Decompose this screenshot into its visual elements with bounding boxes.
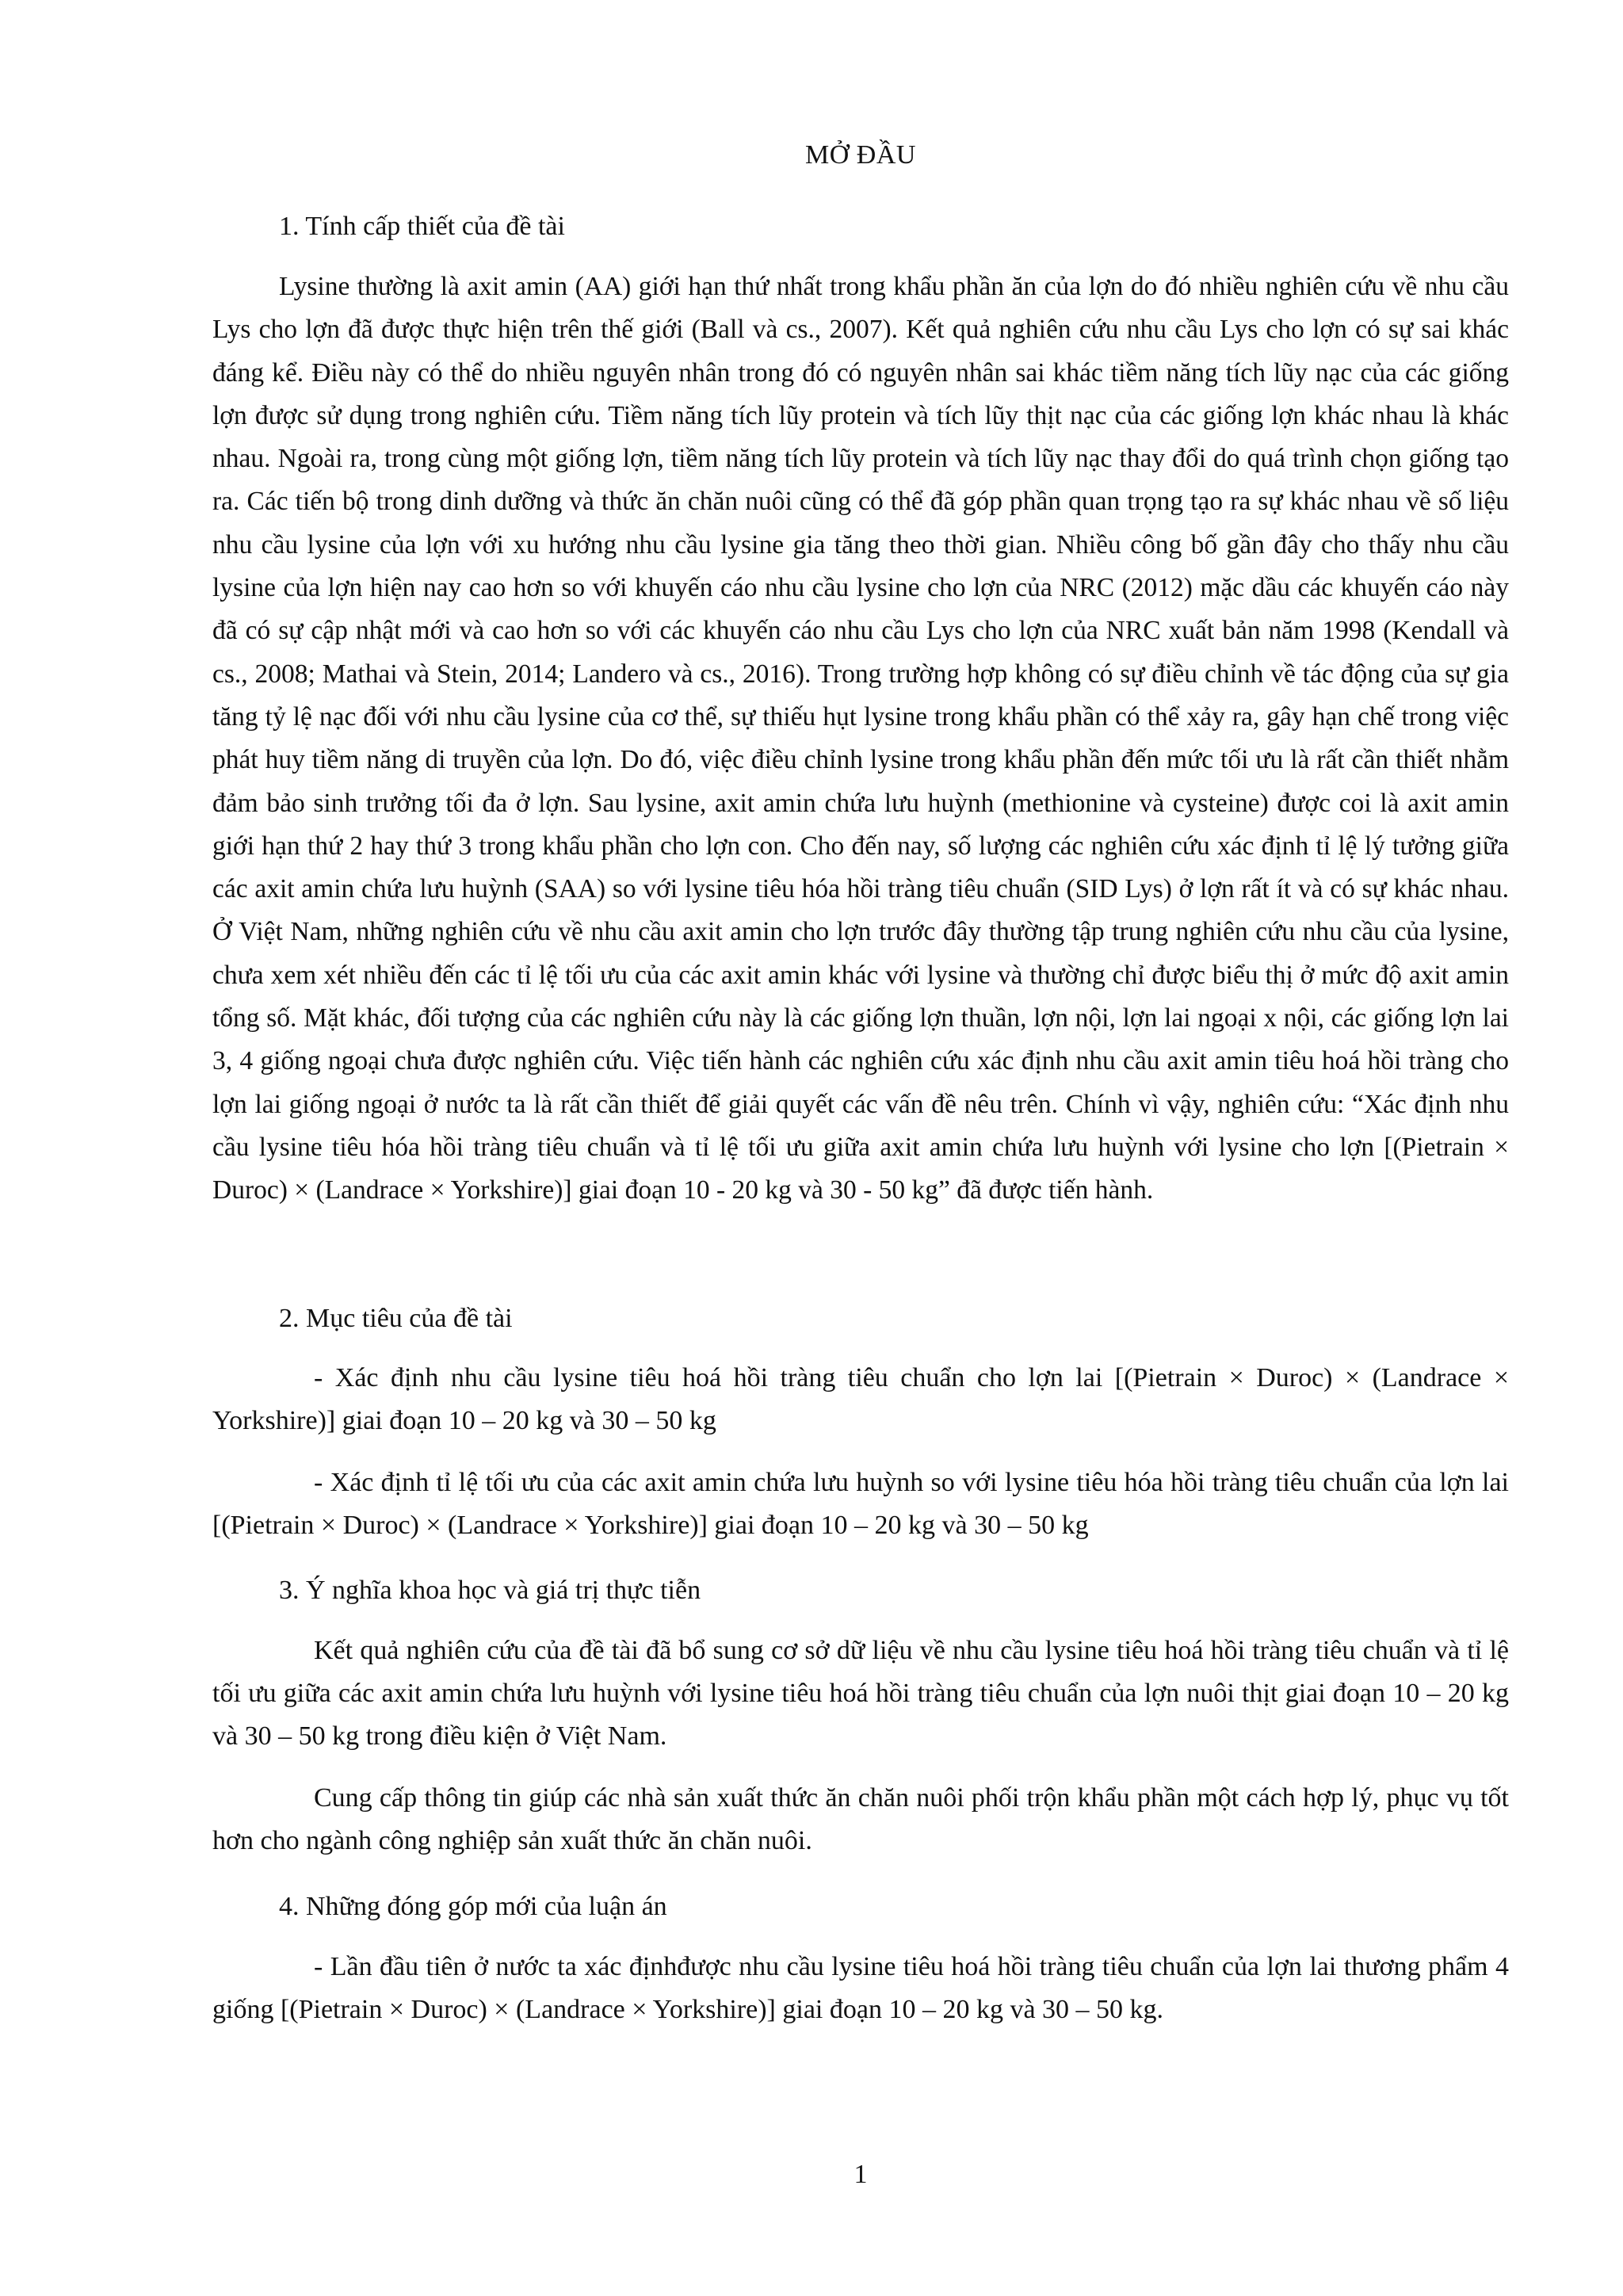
page-number: 1 xyxy=(854,2160,868,2189)
document-page xyxy=(212,0,1509,2296)
contribution-item-1: - Lần đầu tiên ở nước ta xác địnhđược nhu cầu lysine tiêu hoá hồi tràng tiêu chuẩn của lợn lai thương phẩm 4 giống [(Pietrain × Duroc) × (Landrace × Yorkshire)] giai đoạn 10 – 20 kg và 30 – 50 kg. xyxy=(212,1952,1509,2024)
page-title: MỞ ĐẦU xyxy=(805,140,916,170)
section-heading-1: 1. Tính cấp thiết của đề tài xyxy=(279,212,565,241)
section-heading-2: 2. Mục tiêu của đề tài xyxy=(279,1304,513,1333)
section-heading-4: 4. Những đóng góp mới của luận án xyxy=(279,1892,667,1921)
objective-item-1: - Xác định nhu cầu lysine tiêu hoá hồi tràng tiêu chuẩn cho lợn lai [(Pietrain × Duroc) × (Landrace × Yorkshire)] giai đoạn 10 – 20 kg và 30 – 50 kg xyxy=(212,1363,1509,1435)
objective-item-2: - Xác định tỉ lệ tối ưu của các axit amin chứa lưu huỳnh so với lysine tiêu hóa hồi tràng tiêu chuẩn của lợn lai [(Pietrain × Duroc) × (Landrace × Yorkshire)] giai đoạn 10 – 20 kg và 30 – 50 kg xyxy=(212,1468,1509,1540)
section-heading-3: 3. Ý nghĩa khoa học và giá trị thực tiễn xyxy=(279,1576,701,1605)
significance-paragraph-1: Kết quả nghiên cứu của đề tài đã bổ sung cơ sở dữ liệu về nhu cầu lysine tiêu hoá hồi tràng tiêu chuẩn và tỉ lệ tối ưu giữa các axit amin chứa lưu huỳnh với lysine tiêu hoá hồi tràng tiêu chuẩn của lợn nuôi thịt giai đoạn 10 – 20 kg và 30 – 50 kg trong điều kiện ở Việt Nam. xyxy=(212,1636,1509,1751)
section1-paragraph: Lysine thường là axit amin (AA) giới hạn thứ nhất trong khẩu phần ăn của lợn do đó nhiều nghiên cứu về nhu cầu Lys cho lợn đã được thực hiện trên thế giới (Ball và cs., 2007). Kết quả nghiên cứu nhu cầu Lys cho lợn có sự sai khác đáng kể. Điều này có thể do nhiều nguyên nhân trong đó có nguyên nhân sai khác tiềm năng tích lũy nạc của các giống lợn được sử dụng trong nghiên cứu. Tiềm năng tích lũy protein và tích lũy thịt nạc của các giống lợn khác nhau là khác nhau. Ngoài ra, trong cùng một giống lợn, tiềm năng tích lũy protein và tích lũy nạc thay đổi do quá trình chọn giống tạo ra. Các tiến bộ trong dinh dưỡng và thức ăn chăn nuôi cũng có thể đã góp phần quan trọng tạo ra sự khác nhau về số liệu nhu cầu lysine của lợn với xu hướng nhu cầu lysine gia tăng theo thời gian. Nhiều công bố gần đây cho thấy nhu cầu lysine của lợn hiện nay cao hơn so với khuyến cáo nhu cầu lysine cho lợn của NRC (2012) mặc dầu các khuyến cáo này đã có sự cập nhật mới và cao hơn so với các khuyến cáo nhu cầu Lys cho lợn của NRC xuất bản năm 1998 (Kendall và cs., 2008; Mathai và Stein, 2014; Landero và cs., 2016). Trong trường hợp không có sự điều chỉnh về tác động của sự gia tăng tỷ lệ nạc đối với nhu cầu lysine của cơ thể, sự thiếu hụt lysine trong khẩu phần có thể xảy ra, gây hạn chế trong việc phát huy tiềm năng di truyền của lợn. Do đó, việc điều chỉnh lysine trong khẩu phần đến mức tối ưu là rất cần thiết nhằm đảm bảo sinh trưởng tối đa ở lợn. Sau lysine, axit amin chứa lưu huỳnh (methionine và cysteine) được coi là axit amin giới hạn thứ 2 hay thứ 3 trong khẩu phần cho lợn con. Cho đến nay, số lượng các nghiên cứu xác định tỉ lệ lý tưởng giữa các axit amin chứa lưu huỳnh (SAA) so với lysine tiêu hóa hồi tràng tiêu chuẩn (SID Lys) ở lợn rất ít và có sự khác nhau. Ở Việt Nam, những nghiên cứu về nhu cầu axit amin cho lợn trước đây thường tập trung nghiên cứu nhu cầu của lysine, chưa xem xét nhiều đến các tỉ lệ tối ưu của các axit amin khác với lysine và thường chỉ được biểu thị ở mức độ axit amin tổng số. Mặt khác, đối tượng của các nghiên cứu này là các giống lợn thuần, lợn nội, lợn lai ngoại x nội, các giống lợn lai 3, 4 giống ngoại chưa được nghiên cứu. Việc tiến hành các nghiên cứu xác định nhu cầu axit amin tiêu hoá hồi tràng cho lợn lai giống ngoại ở nước ta là rất cần thiết để giải quyết các vấn đề nêu trên. Chính vì vậy, nghiên cứu: “Xác định nhu cầu lysine tiêu hóa hồi tràng tiêu chuẩn và tỉ lệ tối ưu giữa axit amin chứa lưu huỳnh với lysine cho lợn [(Pietrain × Duroc) × (Landrace × Yorkshire)] giai đoạn 10 - 20 kg và 30 - 50 kg” đã được tiến hành. xyxy=(212,272,1509,1205)
significance-paragraph-2: Cung cấp thông tin giúp các nhà sản xuất thức ăn chăn nuôi phối trộn khẩu phần một cách hợp lý, phục vụ tốt hơn cho ngành công nghiệp sản xuất thức ăn chăn nuôi. xyxy=(212,1783,1509,1855)
